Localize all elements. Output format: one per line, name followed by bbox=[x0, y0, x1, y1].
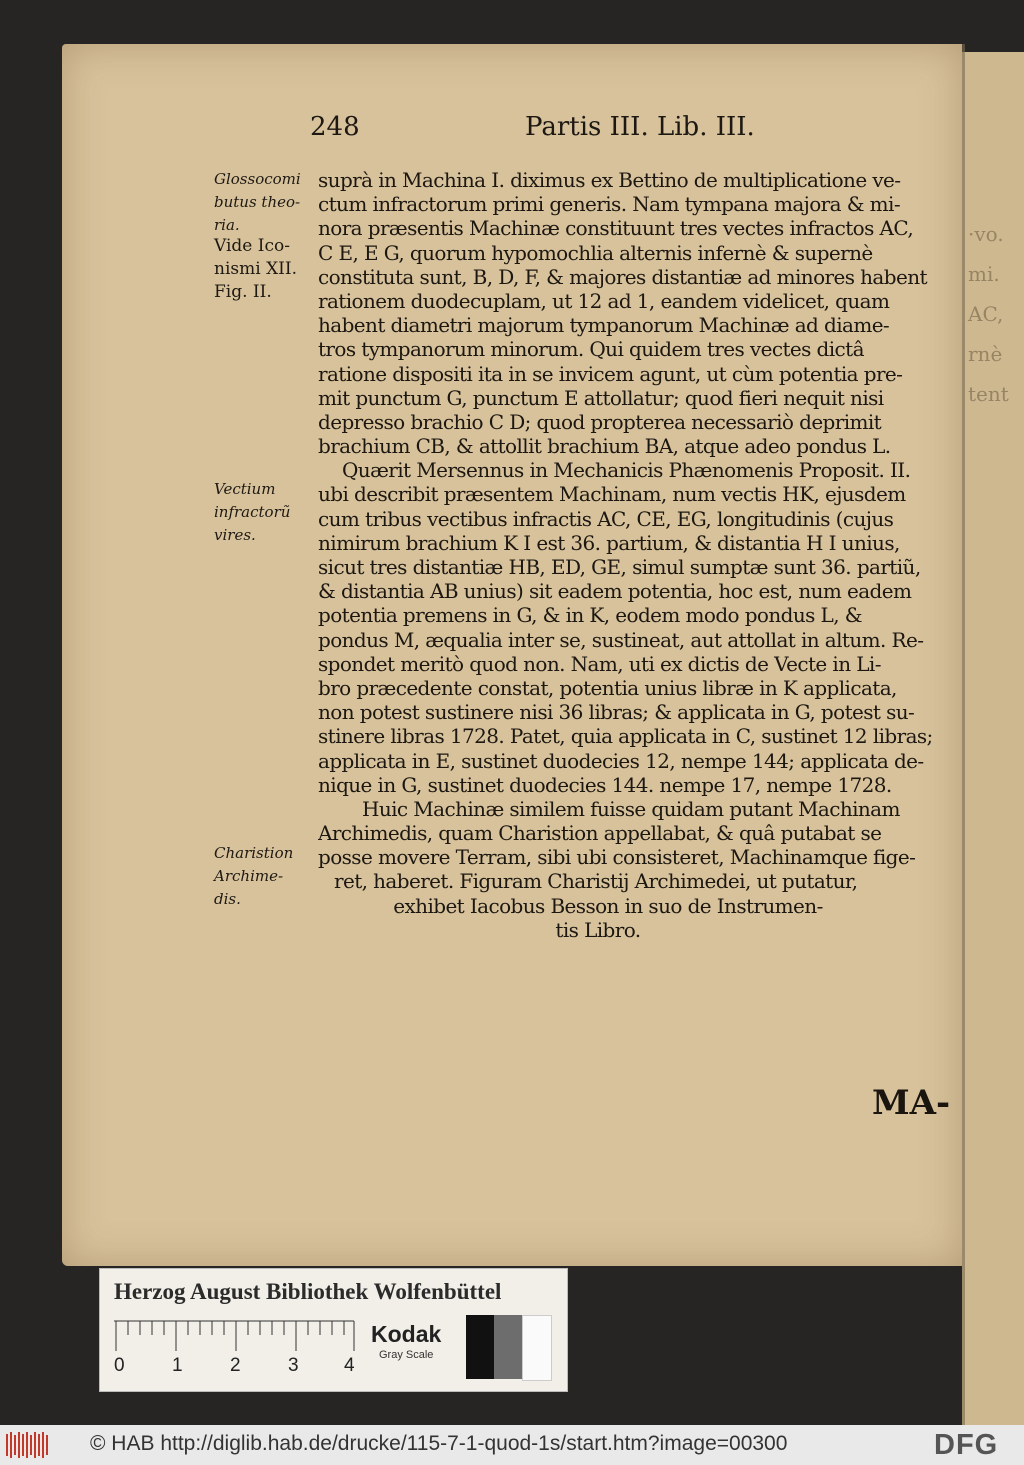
text-line: ctum infractorum primi generis. Nam tympana majora & mi- bbox=[318, 192, 901, 217]
black-swatch bbox=[466, 1315, 494, 1379]
text-line: Huic Machinæ similem fuisse quidam putant Machinam bbox=[362, 796, 900, 821]
ruler-number: 4 bbox=[344, 1355, 355, 1376]
page-fold bbox=[962, 44, 965, 1425]
text-line: nimirum brachium K I est 36. partium, & distantia H I unius, bbox=[318, 530, 900, 555]
margin-note-charistion: Charistion Archime- dis. bbox=[214, 844, 294, 908]
white-swatch bbox=[522, 1315, 552, 1381]
margin-note-glossocomi: Glossocomi butus theo- ria. bbox=[214, 170, 301, 234]
text-line: ratione dispositi ita in se invicem agunt, ut cùm potentia pre- bbox=[318, 361, 903, 386]
text-line: applicata in E, sustinet duodecies 12, nempe 144; applicata de- bbox=[318, 748, 924, 773]
text-line: nora præsentis Machinæ constituunt tres vectes infractos AC, bbox=[318, 216, 914, 241]
text-line: ubi describit præsentem Machinam, num vectis HK, ejusdem bbox=[318, 482, 906, 507]
text-line: Archimedis, quam Charistion appellabat, & quâ putabat se bbox=[318, 821, 882, 846]
text-line: suprà in Machina I. diximus ex Bettino de multiplicatione ve- bbox=[318, 168, 901, 192]
ruler-number: 0 bbox=[114, 1355, 125, 1376]
text-line: sicut tres distantiæ HB, ED, GE, simul sumptæ sunt 36. partiũ, bbox=[318, 555, 921, 579]
text-line: brachium CB, & attollit brachium BA, atque adeo pondus L. bbox=[318, 434, 891, 459]
ruler-number: 1 bbox=[172, 1355, 183, 1376]
text-line: habent diametri majorum tympanorum Machinæ ad diame- bbox=[318, 313, 890, 338]
text-line: mit punctum G, punctum E attollatur; quod fieri nequit nisi bbox=[318, 385, 884, 410]
copyright-url[interactable]: © HAB http://diglib.hab.de/drucke/115-7-1-quod-1s/start.htm?image=00300 bbox=[90, 1432, 788, 1455]
text-line: constituta sunt, B, D, F, & majores distantiæ ad minores habent bbox=[318, 264, 927, 289]
text-line: rationem duodecuplam, ut 12 ad 1, eandem videlicet, quam bbox=[318, 288, 890, 313]
gray-scale-caption: Gray Scale bbox=[379, 1349, 434, 1361]
text-line: potentia premens in G, & in K, eodem modo pondus L, & bbox=[318, 603, 862, 628]
library-name: Herzog August Bibliothek Wolfenbüttel bbox=[114, 1279, 502, 1304]
text-line: posse movere Terram, sibi ubi consisteret, Machinamque fige- bbox=[318, 845, 916, 870]
text-line: cum tribus vectibus infractis AC, CE, EG, longitudinis (cujus bbox=[318, 506, 894, 531]
margin-note-vide-iconismi: Vide Ico- nismi XII. Fig. II. bbox=[214, 236, 298, 302]
barcode-icon bbox=[6, 1432, 48, 1458]
catchword: MA- bbox=[872, 1083, 951, 1123]
page-header bbox=[300, 112, 960, 148]
adjacent-page-edge: ·vo. mi. AC, rnè tent bbox=[962, 52, 1024, 1425]
page-number: 248 bbox=[310, 112, 360, 142]
ruler-number: 3 bbox=[288, 1355, 299, 1376]
text-line: bro præcedente constat, potentia unius libræ in K applicata, bbox=[318, 675, 897, 700]
margin-note-vectium: Vectium infractorũ vires. bbox=[214, 480, 291, 544]
text-line: nique in G, sustinet duodecies 144. nempe 17, nempe 1728. bbox=[318, 772, 892, 797]
text-line: tis Libro. bbox=[555, 917, 641, 942]
text-line: exhibet Iacobus Besson in suo de Instrumen- bbox=[393, 893, 823, 918]
text-line: C E, E G, quorum hypomochlia alternis infernè & supernè bbox=[318, 240, 873, 265]
body-text bbox=[318, 168, 958, 942]
ruler-numbers bbox=[114, 1355, 374, 1381]
library-color-scale-label bbox=[99, 1268, 568, 1392]
ruler-number: 2 bbox=[230, 1355, 241, 1376]
ruler-scale bbox=[114, 1319, 364, 1353]
text-line: spondet meritò quod non. Nam, uti ex dictis de Vecte in Li- bbox=[318, 651, 881, 676]
running-head: Partis III. Lib. III. bbox=[525, 112, 755, 142]
kodak-brand: Kodak bbox=[371, 1321, 442, 1347]
text-line: ret, haberet. Figuram Charistij Archimedei, ut putatur, bbox=[334, 869, 858, 894]
dfg-logo: DFG bbox=[934, 1429, 999, 1461]
text-line: stinere libras 1728. Patet, quia applicata in C, sustinet 12 libras; bbox=[318, 724, 933, 749]
text-line: tros tympanorum minorum. Qui quidem tres vectes dictâ bbox=[318, 337, 864, 362]
text-line: non potest sustinere nisi 36 libras; & applicata in G, potest su- bbox=[318, 700, 915, 725]
viewer-footer bbox=[0, 1425, 1024, 1465]
text-line: Quærit Mersennus in Mechanicis Phænomenis Proposit. II. bbox=[342, 458, 911, 483]
text-line: pondus M, æqualia inter se, sustineat, aut attollat in altum. Re- bbox=[318, 627, 924, 652]
text-line: depresso brachio C D; quod propterea necessariò deprimit bbox=[318, 409, 882, 434]
text-line: & distantia AB unius) sit eadem potentia, hoc est, num eadem bbox=[318, 579, 912, 604]
gray-swatch bbox=[494, 1315, 522, 1379]
